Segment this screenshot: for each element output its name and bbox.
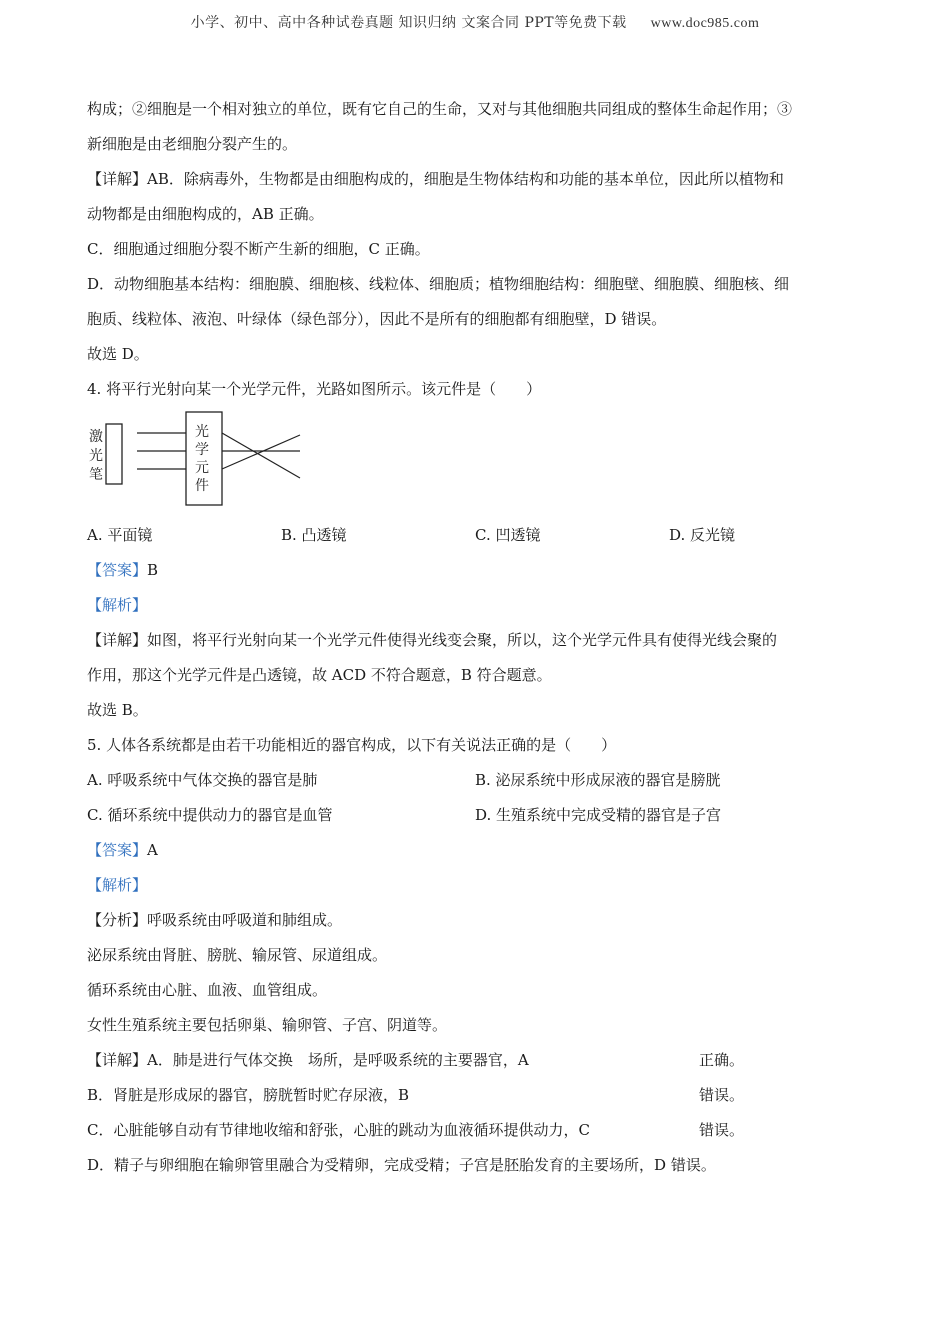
option-d: D. 生殖系统中完成受精的器官是子宫 (475, 806, 722, 824)
laser-pen-box (106, 424, 122, 484)
laser-label-char: 激 (89, 429, 103, 445)
detail-left: C．心脏能够自动有节律地收缩和舒张，心脏的跳动为血液循环提供动力，C (87, 1121, 590, 1139)
question-4-options (87, 518, 877, 553)
analysis-tag: 【解析】 (87, 596, 148, 614)
text-line: 女性生殖系统主要包括卵巢、输卵管、子宫、阴道等。 (87, 1016, 448, 1034)
option-b: B. 凸透镜 (281, 526, 347, 544)
option-b: B. 泌尿系统中形成尿液的器官是膀胱 (475, 771, 721, 789)
text-line: 故选 B。 (87, 701, 148, 719)
text-line: C．细胞通过细胞分裂不断产生新的细胞，C 正确。 (87, 240, 430, 258)
answer-value: A (147, 841, 158, 859)
text-line: 构成；②细胞是一个相对独立的单位，既有它自己的生命，又对与其他细胞共同组成的整体生命起作用；③ (87, 100, 793, 118)
detail-right: 正确。 (699, 1051, 745, 1069)
text-line: D．动物细胞基本结构：细胞膜、细胞核、线粒体、细胞质；植物细胞结构：细胞壁、细胞膜、细胞核、细 (87, 275, 790, 293)
detail-right: 错误。 (699, 1086, 745, 1104)
document-body (87, 92, 877, 1183)
text-line: 【详解】AB．除病毒外，生物都是由细胞构成的，细胞是生物体结构和功能的基本单位，因此所以植物和 (87, 170, 784, 188)
detail-row (87, 1043, 877, 1078)
answer-line (87, 553, 877, 588)
laser-label-char: 光 (89, 448, 103, 464)
text-line: 作用，那这个光学元件是凸透镜，故 ACD 不符合题意，B 符合题意。 (87, 666, 552, 684)
element-label-char: 元 (195, 460, 209, 476)
optics-diagram (87, 411, 317, 518)
answer-value: B (147, 561, 159, 579)
element-label-char: 光 (195, 424, 209, 440)
text-line: 【详解】如图，将平行光射向某一个光学元件使得光线变会聚，所以，这个光学元件具有使得光线会聚的 (87, 631, 778, 649)
detail-left: B．肾脏是形成尿的器官，膀胱暂时贮存尿液，B (87, 1086, 410, 1104)
text-line: 故选 D。 (87, 345, 149, 363)
option-c: C. 循环系统中提供动力的器官是血管 (87, 806, 333, 824)
question-5-options-row (87, 798, 877, 833)
question-4-stem: 4. 将平行光射向某一个光学元件，光路如图所示。该元件是（ ） (87, 380, 542, 398)
text-line: 动物都是由细胞构成的，AB 正确。 (87, 205, 324, 223)
page-header (0, 12, 950, 32)
text-line: 【分析】呼吸系统由呼吸道和肺组成。 (87, 911, 343, 929)
element-label-char: 件 (195, 478, 209, 494)
option-a: A. 呼吸系统中气体交换的器官是肺 (87, 771, 318, 789)
analysis-tag: 【解析】 (87, 876, 148, 894)
element-label-char: 学 (195, 442, 209, 458)
question-5-options-row (87, 763, 877, 798)
option-a: A. 平面镜 (87, 526, 153, 544)
text-line: 泌尿系统由肾脏、膀胱、输尿管、尿道组成。 (87, 946, 388, 964)
text-line: 胞质、线粒体、液泡、叶绿体（绿色部分），因此不是所有的细胞都有细胞壁，D 错误。 (87, 310, 667, 328)
header-site: www.doc985.com (650, 16, 760, 31)
detail-left: 【详解】A．肺是进行气体交换 场所，是呼吸系统的主要器官，A (87, 1051, 529, 1069)
detail-right: 错误。 (699, 1121, 745, 1139)
question-5-stem: 5. 人体各系统都是由若干功能相近的器官构成，以下有关说法正确的是（ ） (87, 736, 617, 754)
header-text: 小学、初中、高中各种试卷真题 知识归纳 文案合同 PPT等免费下载 (190, 15, 627, 31)
detail-row (87, 1078, 877, 1113)
answer-tag: 【答案】 (87, 841, 148, 859)
text-line: 新细胞是由老细胞分裂产生的。 (87, 135, 298, 153)
answer-tag: 【答案】 (87, 561, 148, 579)
text-line: 循环系统由心脏、血液、血管组成。 (87, 981, 328, 999)
optics-figure (87, 411, 877, 518)
option-d: D. 反光镜 (669, 526, 736, 544)
laser-label-char: 笔 (89, 467, 103, 483)
detail-row (87, 1113, 877, 1148)
answer-line (87, 833, 877, 868)
text-line: D．精子与卵细胞在输卵管里融合为受精卵，完成受精；子宫是胚胎发育的主要场所，D 错误。 (87, 1156, 716, 1174)
option-c: C. 凹透镜 (475, 526, 541, 544)
